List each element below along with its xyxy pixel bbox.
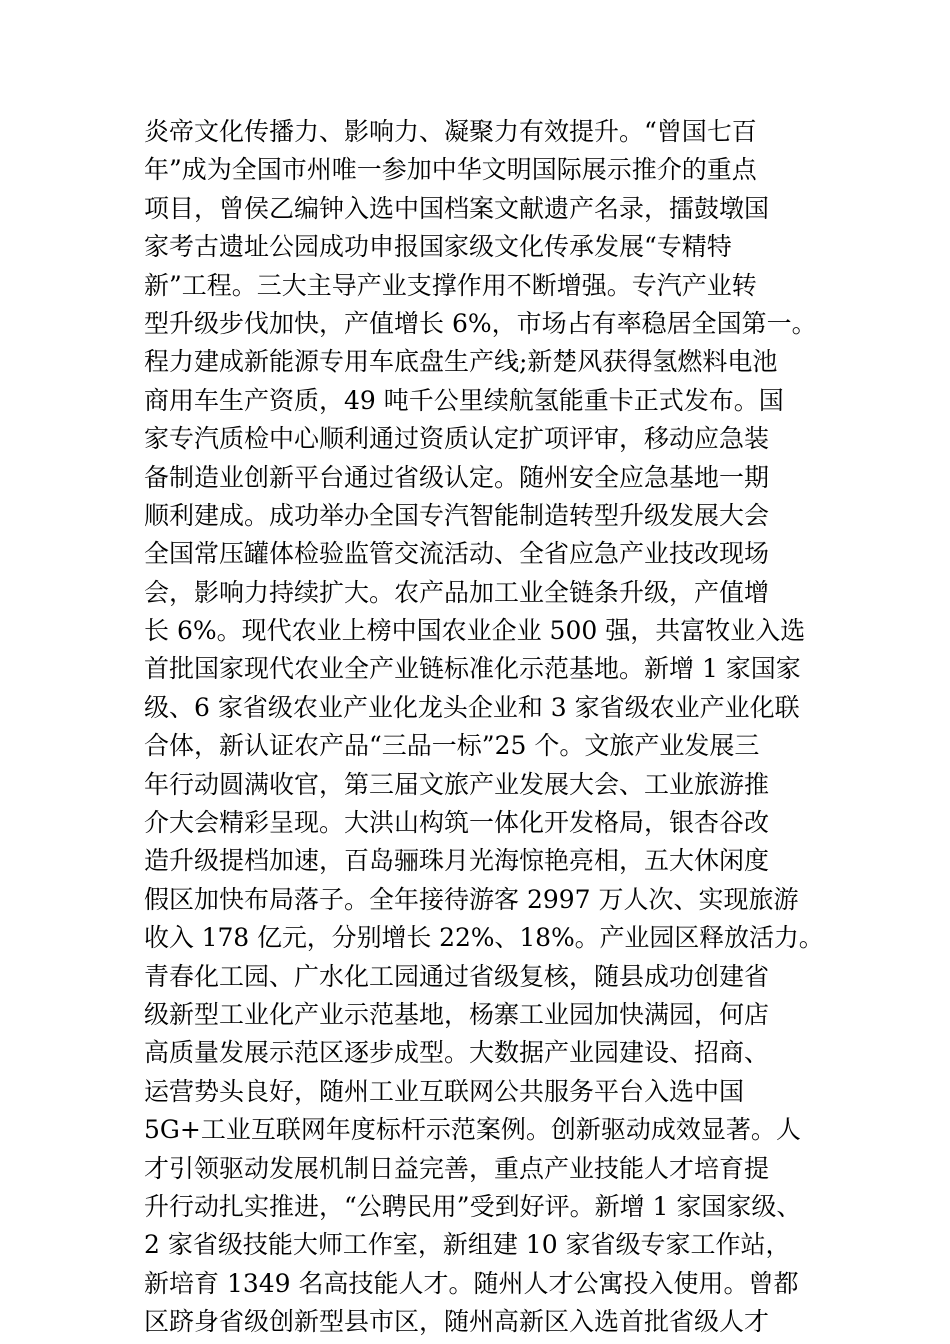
- text-line: 新培育 1349 名高技能人才。随州人才公寓投入使用。曾都: [144, 1268, 799, 1298]
- text-line: 项目，曾侯乙编钟入选中国档案文献遗产名录，擂鼓墩国: [144, 193, 770, 223]
- text-line: 全国常压罐体检验监管交流活动、全省应急产业技改现场: [144, 539, 770, 569]
- text-line: 首批国家现代农业全产业链标准化示范基地。新增 1 家国家: [144, 654, 801, 684]
- text-line: 介大会精彩呈现。大洪山构筑一体化开发格局，银杏谷改: [144, 808, 770, 838]
- text-line: 区跻身省级创新型县市区，随州高新区入选首批省级人才: [144, 1307, 770, 1337]
- text-line: 程力建成新能源专用车底盘生产线;新楚风获得氢燃料电池: [144, 347, 778, 377]
- text-line: 假区加快布局落子。全年接待游客 2997 万人次、实现旅游: [144, 884, 799, 914]
- body-paragraph: [144, 113, 824, 1342]
- text-line: 新”工程。三大主导产业支撑作用不断增强。专汽产业转: [144, 270, 757, 300]
- text-line: 顺利建成。成功举办全国专汽智能制造转型升级发展大会: [144, 500, 770, 530]
- text-line: 家考古遗址公园成功申报国家级文化传承发展“专精特: [144, 232, 732, 262]
- text-line: 家专汽质检中心顺利通过资质认定扩项评审，移动应急装: [144, 424, 770, 454]
- text-line: 才引领驱动发展机制日益完善，重点产业技能人才培育提: [144, 1153, 770, 1183]
- text-line: 会，影响力持续扩大。农产品加工业全链条升级，产值增: [144, 577, 770, 607]
- text-line: 升行动扎实推进，“公聘民用”受到好评。新增 1 家国家级、: [144, 1191, 802, 1221]
- text-line: 级、6 家省级农业产业化龙头企业和 3 家省级农业产业化联: [144, 692, 800, 722]
- text-line: 年”成为全国市州唯一参加中华文明国际展示推介的重点: [144, 155, 757, 185]
- text-line: 长 6%。现代农业上榜中国农业企业 500 强，共富牧业入选: [144, 616, 806, 646]
- text-line: 合体，新认证农产品“三品一标”25 个。文旅产业发展三: [144, 731, 760, 761]
- text-line: 2 家省级技能大师工作室，新组建 10 家省级专家工作站，: [144, 1230, 791, 1260]
- text-line: 造升级提档加速，百岛骊珠月光海惊艳亮相，五大休闲度: [144, 846, 770, 876]
- text-line: 备制造业创新平台通过省级认定。随州安全应急基地一期: [144, 462, 770, 492]
- text-line: 年行动圆满收官，第三届文旅产业发展大会、工业旅游推: [144, 769, 770, 799]
- text-line: 收入 178 亿元，分别增长 22%、18%。产业园区释放活力。: [144, 923, 824, 953]
- text-line: 青春化工园、广水化工园通过省级复核，随县成功创建省: [144, 961, 770, 991]
- text-line: 商用车生产资质，49 吨千公里续航氢能重卡正式发布。国: [144, 385, 784, 415]
- text-line: 型升级步伐加快，产值增长 6%，市场占有率稳居全国第一。: [144, 308, 817, 338]
- text-line: 级新型工业化产业示范基地，杨寨工业园加快满园，何店: [144, 999, 770, 1029]
- text-line: 运营势头良好，随州工业互联网公共服务平台入选中国: [144, 1076, 745, 1106]
- text-line: 炎帝文化传播力、影响力、凝聚力有效提升。“曾国七百: [144, 117, 757, 146]
- text-line: 高质量发展示范区逐步成型。大数据产业园建设、招商、: [144, 1038, 770, 1068]
- text-line: 5G+工业互联网年度标杆示范案例。创新驱动成效显著。人: [144, 1115, 801, 1145]
